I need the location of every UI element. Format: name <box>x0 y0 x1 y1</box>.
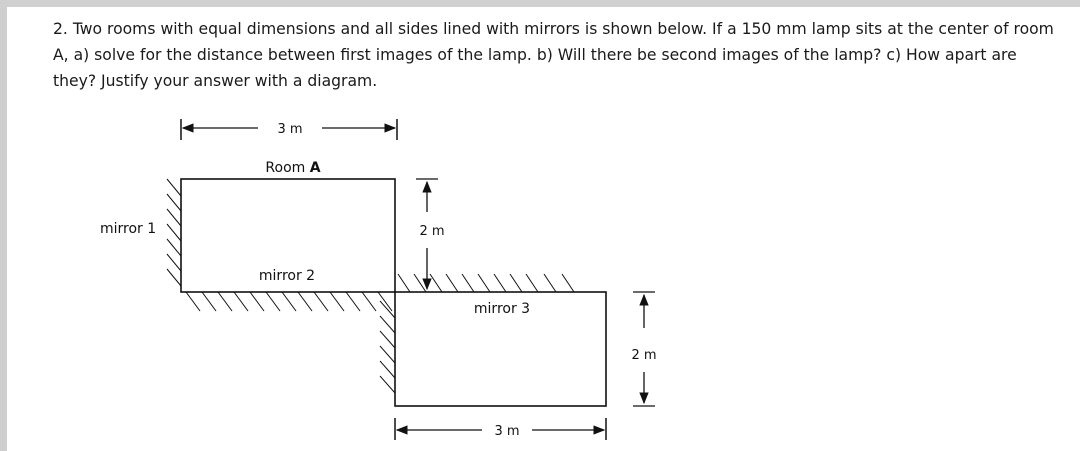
top-dimension <box>181 119 397 140</box>
bottom-dimension-label: 3 m <box>494 424 520 439</box>
room-label-letter: A <box>309 160 321 176</box>
room-a-label <box>265 160 320 176</box>
mirror-1-hatching <box>167 179 181 286</box>
right-dimension-label: 2 m <box>631 348 657 363</box>
top-dimension-label: 3 m <box>277 122 303 137</box>
middle-dimension <box>416 179 445 289</box>
question-text: 2. Two rooms with equal dimensions and all sides lined with mirrors is shown below. If a 150 mm lamp sits at the center of room A, a) solve for the distance between first images of the lamp. b) Will there be second images of the lamp? c) How apart are they? Justify your answer with a diagram. <box>53 20 1054 90</box>
mirror-3-hatching <box>398 274 574 292</box>
right-dimension <box>631 292 656 406</box>
middle-dimension-label: 2 m <box>419 224 445 239</box>
mirror-2-hatching <box>186 292 392 311</box>
room-b-left-hatching <box>380 301 395 393</box>
bottom-dimension <box>395 418 606 440</box>
mirror-3-label: mirror 3 <box>473 301 531 317</box>
mirror-1-label: mirror 1 <box>100 221 157 237</box>
room-label-prefix: Room <box>265 160 310 176</box>
mirror-2-label: mirror 2 <box>258 268 316 284</box>
